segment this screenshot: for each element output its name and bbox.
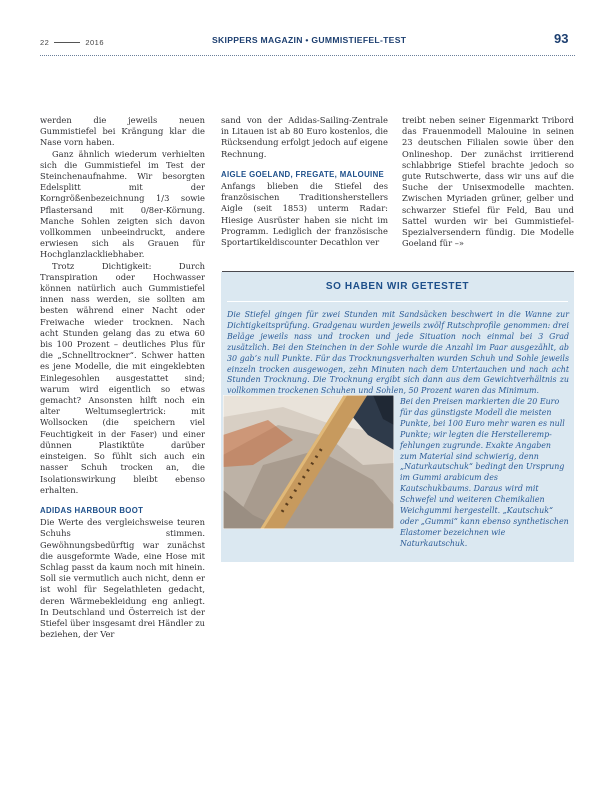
section-heading-aigle: AIGLE GOELAND, FREGATE, MALOUINE [221,169,385,179]
paragraph: werden die jeweils neuen Gummistiefel bei Krängung klar die Nase vorn haben. [40,115,205,148]
magazine-title: SKIPPERS MAGAZIN • GUMMISTIEFEL-TEST [212,35,407,45]
paragraph: treibt neben seiner Eigenmarkt Tribord das Frauenmodell Malouine in seinen 23 deutschen Filialen sowie über den Onlineshop. Der zunächst irritierend schlabbrige Stiefel brachte jedoch so gute Rutschwerte, dass wir uns auf die Suche der Unisexmodelle machten. Zwischen Myriaden grüner, gelber und schwarzer Stiefel für Feld, Bau und Sattel wurden wir bei Gummistiefel-Spezialversendern fündig. Die Modelle Goeland für –» [402,115,574,249]
text-column-3 [402,115,574,249]
info-box-title: SO HABEN WIR GETESTET [325,281,470,292]
header-issue-date [40,38,104,47]
info-box-text-side: Bei den Preisen markierten die 20 Euro für das günstigste Modell die meisten Punkte, bei 100 Euro mehr waren es null Punkte; wir legten die Herstellerempfehlungen zugrunde. Exakte Angaben zum Material sind schwierig, denn „Naturkautschuk“ bedingt den Ursprung im Gummi arabicum des Kautschukbaums. Daraus wird mit Schwefel und weiteren Chemikalien Weichgummi hergestellt. „Kautschuk“ oder „Gummi“ kann ebenso synthetischen Elastomer bezeichnen wie Naturkautschuk. [400,397,569,548]
page-number: 93 [554,31,569,46]
text-column-1 [40,115,205,640]
paragraph: Die Werte des vergleichsweise teuren Schuhs stimmen. Gewöhnungsbedürftig war zunächst die ausgeformte Wade, eine Hose mit Schlag passt da kaum noch mit hinein. Soll sie vermutlich auch nicht, denn er ist wohl für Segelathleten gedacht, deren Wärmebekleidung eng anliegt. In Deutschland und Österreich ist der Stiefel über insgesamt drei Händler zu beziehen, der Ver [40,517,205,640]
paragraph: Anfangs blieben die Stiefel des französischen Traditionsherstellers Aigle (seit 1853) unterm Radar: Hiesige Ausrüster haben sie nicht im Programm. Lediglich der französische Sportartikeldiscounter Decathlon ver [221,181,388,248]
info-box-top-rule [222,271,574,272]
info-box-divider [227,301,568,302]
paragraph: Ganz ähnlich wiederum verhielten sich die Gummistiefel im Test der Steinchenaufnahme. Wir besorgten Edelsplitt mit der Korngrößenbezeichnung 1/3 sowie Pflastersand mit 0/8er-Körnung. Manche Sohlen zeigten sich davon vollkommen unbeeindruckt, andere erwiesen sich als Grauen für Hochglanzlackliebhaber. [40,148,205,260]
issue-year: 2016 [85,38,105,47]
issue-number: 22 [40,38,50,47]
info-box-text: Die Stiefel gingen für zwei Stunden mit Sandsäcken beschwert in die Wanne zur Dichtigkeitsprüfung. Gradgenau wurden jeweils zwölf Rutschprofile genommen: drei Beläge jeweils nass und trocken und jede Situation noch einmal bei 3 Grad zusätzlich. Bei den Steinchen in der Sohle wurde die Anzahl im Paar ausgezählt, ab 30 gab’s null Punkte. Für das Trocknungsverhalten wurden Schuh und Sohle jeweils einzeln trocken ausgewogen, zehn Minuten nach dem Untertauchen und nach acht Stunden Trocknung. Die Trocknung ergibt sich dann aus dem Gewichtverhältnis zu vollkommen trockenen Schuhen und Sohlen, 50 Prozent waren das Minimum. [227,310,569,396]
paragraph: Trotz Dichtigkeit: Durch Transpiration oder Hochwasser können natürlich auch Gummistiefel innen nass werden, sie sollten am besten während einer Nacht oder Freiwache wieder trocknen. Nach acht Stunden gelang das zu etwa 60 bis 100 Prozent – deutliches Plus für die „Schnelltrockner“. Schwer hatten es jene Modelle, die mit eingeklebten Einlegesohlen ausgestattet sind; warum wird eigentlich so etwas gemacht? Ansonsten hilft noch ein alter Weltumseglertrick: mit Wollsocken (die speichern viel Feuchtigkeit in der Faser) und einer dünnen Plastiktüte darüber einsteigen. So fühlt sich auch ein nasser Schuh trocken an, die Isolationswirkung bleibt ebenso erhalten. [40,260,205,495]
paragraph: sand von der Adidas-Sailing-Zentrale in Litauen ist ab 80 Euro kostenlos, die Rücksendung erfolgt jedoch auf eigene Rechnung. [221,115,388,159]
header-dash [54,42,80,43]
boot-sole-test-photo [223,395,394,529]
text-column-2 [221,115,388,248]
header-divider [40,55,575,56]
section-heading-adidas: ADIDAS HARBOUR BOOT [40,505,144,515]
